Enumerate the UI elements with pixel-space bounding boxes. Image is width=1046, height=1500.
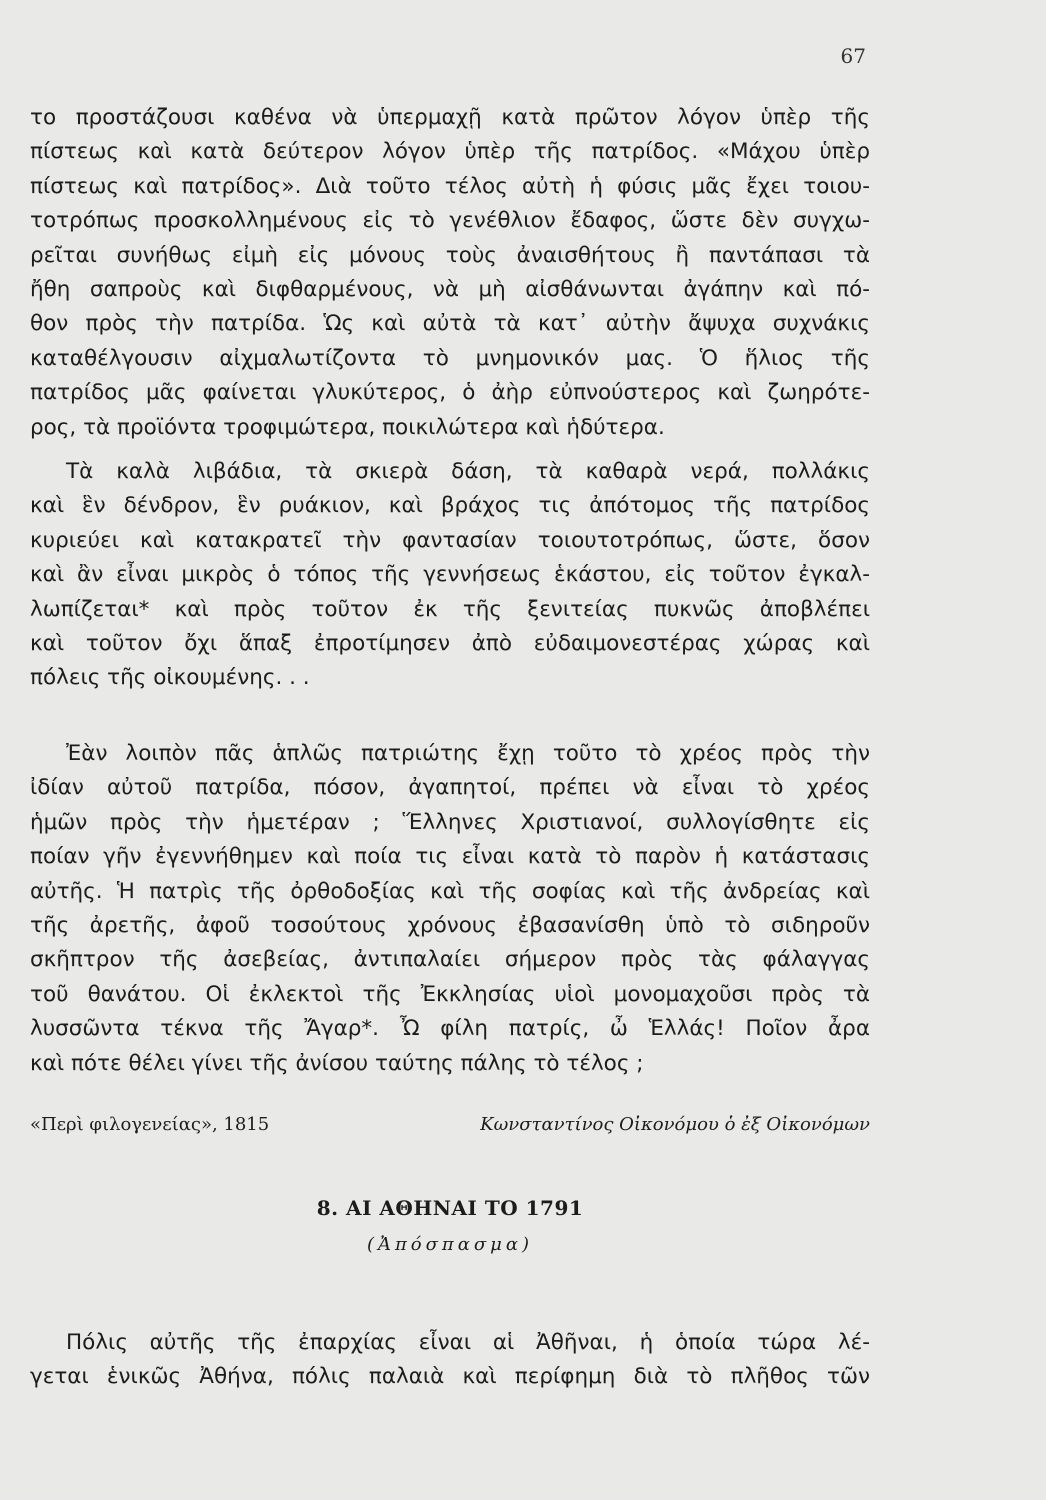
text-line: Πόλις αὐτῆς τῆς ἐπαρχίας εἶναι αἱ Ἀθῆναι, ἡ ὁποία τώρα λέ-	[66, 1330, 870, 1355]
text-line: ἤθη σαπροὺς καὶ διφθαρμένους, νὰ μὴ αἰσθάνωνται ἀγάπην καὶ πό-	[30, 276, 870, 302]
text-line: Ἐὰν λοιπὸν πᾶς ἁπλῶς πατριώτης ἔχῃ τοῦτο τὸ χρέος πρὸς τὴν	[66, 741, 870, 766]
text-line: ποίαν γῆν ἐγεννήθημεν καὶ ποία τις εἶναι κατὰ τὸ παρὸν ἡ κατάστασις	[30, 844, 870, 870]
paragraph-4	[30, 1326, 870, 1395]
text-line: πατρίδος μᾶς φαίνεται γλυκύτερος, ὁ ἀὴρ εὐπνούστερος καὶ ζωηρότε-	[30, 380, 870, 406]
paragraph-2	[30, 455, 870, 696]
section-subheading: (Ἀπόσπασμα)	[366, 1234, 534, 1255]
text-line: θον πρὸς τὴν πατρίδα. Ὡς καὶ αὐτὰ τὰ κατ᾽ αὐτὴν ἄψυχα συχνάκις	[30, 311, 870, 337]
text-line: γεται ἑνικῶς Ἀθήνα, πόλις παλαιὰ καὶ περίφημη διὰ τὸ πλῆθος τῶν	[30, 1364, 870, 1390]
text-line: Τὰ καλὰ λιβάδια, τὰ σκιερὰ δάση, τὰ καθαρὰ νερά, πολλάκις	[66, 459, 870, 484]
source-citation	[30, 1114, 870, 1135]
text-line: ρος, τὰ προϊόντα τροφιμώτερα, ποικιλώτερα καὶ ἡδύτερα.	[30, 414, 665, 440]
text-line: καὶ ἓν δένδρον, ἓν ρυάκιον, καὶ βράχος τις ἀπότομος τῆς πατρίδος	[30, 493, 870, 519]
text-line: τῆς ἀρετῆς, ἀφοῦ τοσούτους χρόνους ἐβασανίσθη ὑπὸ τὸ σιδηροῦν	[30, 912, 870, 938]
section-heading: 8. ΑΙ ΑΘΗΝΑΙ ΤΟ 1791	[316, 1196, 584, 1220]
text-line: ἡμῶν πρὸς τὴν ἡμετέραν ; Ἕλληνες Χριστιανοί, συλλογίσθητε εἰς	[30, 809, 870, 835]
citation-title: «Περὶ φιλογενείας», 1815	[30, 1114, 270, 1135]
text-line: ρεῖται συνήθως εἰμὴ εἰς μόνους τοὺς ἀναισθήτους ἢ παντάπασι τὰ	[30, 242, 870, 268]
text-line: το προστάζουσι καθένα νὰ ὑπερμαχῇ κατὰ πρῶτον λόγον ὑπὲρ τῆς	[30, 105, 870, 130]
text-line: καταθέλγουσιν αἰχμαλωτίζοντα τὸ μνημονικόν μας. Ὁ ἥλιος τῆς	[30, 345, 870, 371]
text-line: τοτρόπως προσκολλημένους εἰς τὸ γενέθλιον ἔδαφος, ὥστε δὲν συγχω-	[30, 208, 870, 234]
text-line: πόλεις τῆς οἰκουμένης. . .	[30, 665, 310, 691]
text-line: καὶ πότε θέλει γίνει τῆς ἀνίσου ταύτης πάλης τὸ τέλος ;	[30, 1050, 644, 1076]
text-line: λυσσῶντα τέκνα τῆς Ἄγαρ*. Ὦ φίλη πατρίς, ὦ Ἑλλάς! Ποῖον ἆρα	[30, 1016, 870, 1042]
text-line: κυριεύει καὶ κατακρατεῖ τὴν φαντασίαν τοιουτοτρόπως, ὥστε, ὅσον	[30, 527, 870, 553]
text-line: καὶ τοῦτον ὄχι ἅπαξ ἐπροτίμησεν ἀπὸ εὐδαιμονεστέρας χώρας καὶ	[30, 630, 870, 656]
paragraph-3	[30, 737, 870, 1081]
text-line: αὐτῆς. Ἡ πατρὶς τῆς ὀρθοδοξίας καὶ τῆς σοφίας καὶ τῆς ἀνδρείας καὶ	[30, 878, 870, 904]
page-number: 67	[840, 44, 866, 68]
text-line: καὶ ἂν εἶναι μικρὸς ὁ τόπος τῆς γεννήσεως ἑκάστου, εἰς τοῦτον ἐγκαλ-	[30, 562, 870, 588]
text-line: σκῆπτρον τῆς ἀσεβείας, ἀντιπαλαίει σήμερον πρὸς τὰς φάλαγγας	[30, 947, 870, 973]
text-line: πίστεως καὶ κατὰ δεύτερον λόγον ὑπὲρ τῆς πατρίδος. «Μάχου ὑπὲρ	[30, 139, 870, 165]
paragraph-1	[30, 101, 870, 445]
text-line: τοῦ θανάτου. Οἱ ἐκλεκτοὶ τῆς Ἐκκλησίας υἱοὶ μονομαχοῦσι πρὸς τὰ	[30, 981, 870, 1007]
citation-author: Κωνσταντίνος Οἰκονόμου ὁ ἐξ Οἰκονόμων	[480, 1114, 870, 1135]
text-line: λωπίζεται* καὶ πρὸς τοῦτον ἐκ τῆς ξενιτείας πυκνῶς ἀποβλέπει	[30, 596, 870, 622]
text-line: ἰδίαν αὐτοῦ πατρίδα, πόσον, ἀγαπητοί, πρέπει νὰ εἶναι τὸ χρέος	[30, 775, 870, 801]
text-line: πίστεως καὶ πατρίδος». Διὰ τοῦτο τέλος αὐτὴ ἡ φύσις μᾶς ἔχει τοιου-	[30, 173, 870, 199]
